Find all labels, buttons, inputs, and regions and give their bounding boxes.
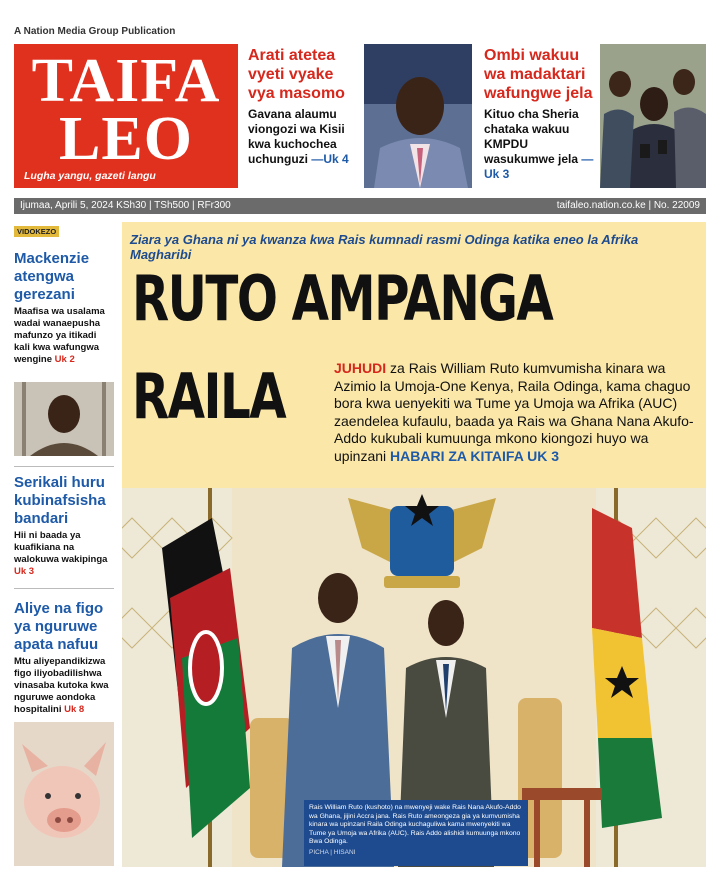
teaser-arati[interactable] [248,46,360,167]
teaser-madaktari[interactable] [484,46,596,182]
lead-word: JUHUDI [334,360,387,376]
lead-headline-line2[interactable]: RAILA [132,360,286,433]
sidebar-headline[interactable]: Mackenzie atengwa gerezani [14,250,90,303]
lead-headline-line1[interactable]: RUTO AMPANGA [132,262,553,335]
teaser-headline: Ombi wakuu wa madaktari wafungwe jela [484,47,593,102]
sidebar-headline[interactable]: Aliye na figo ya nguruwe apata nafuu [14,600,104,653]
sidebar-body: Mtu aliyepandikizwa figo iliyobadilishwa vinasaba kutoka kwa nguruwe aondoka hospitalini Uk 8 [14,656,109,715]
photo-credit: PICHA | HISANI [309,848,356,856]
divider [14,588,114,589]
sidebar-headline[interactable]: Serikali huru kubinafsisha bandari [14,474,106,527]
sidebar-photo-pig [14,722,114,866]
read-more-link[interactable]: HABARI ZA KITAIFA UK 3 [390,447,560,464]
photo-caption [304,800,528,866]
publisher-line: A Nation Media Group Publication [14,26,176,37]
sidebar-photo-mackenzie [14,382,114,456]
lead-body [334,360,702,465]
teaser-photo-kmpdu [600,44,706,188]
lead-kicker: Ziara ya Ghana ni ya kwanza kwa Rais kumnadi rasmi Odinga katika eneo la Afrika Magharibi [130,232,639,262]
issue-date-price: Ijumaa, Aprili 5, 2024 KSh30 | TSh500 | RFr300 [20,200,231,211]
website-issue-number[interactable]: taifaleo.nation.co.ke | No. 22009 [556,200,700,211]
teaser-headline: Arati atetea vyeti vyake vya masomo [248,47,345,102]
dateline-bar [14,198,706,214]
masthead-slogan: Lugha yangu, gazeti langu [24,170,156,182]
masthead-line2: LEO [59,105,193,173]
teaser-photo-arati [364,44,472,188]
masthead-line1: TAIFA [31,47,221,115]
caption-text: Rais William Ruto (kushoto) na mwenyeji wake Rais Nana Akufo-Addo wa Ghana, jijini Accra jana. Rais Ruto ameongeza gia ya kumvumisha kinara wa upinzani Raila Odinga kuchaguliwa kama mwenyekiti wa Tume ya Umoja wa Afrika (AUC). Rais Addo alishidi kumuunga mkono Bwa Odinga. [309,804,521,845]
sidebar-tag: VIDOKEZO [14,226,59,237]
sidebar-body: Hii ni baada ya kuafikiana na walokuwa wakipinga Uk 3 [14,530,108,577]
teaser-body: Gavana alaumu viongozi wa Kisii kwa kuchochea uchunguzi —Uk 4 [248,107,349,166]
lead-body-text: za Rais William Ruto kumvumisha kinara wa Azimio la Umoja-One Kenya, Raila Odinga, kama chaguo bora kwa uenyekiti wa Tume ya Umoja wa Afrika (AUC) zaendelea kufaulu, baada ya Rais wa Ghana Nana Akufo-Addo kukubali kumuunga mkono kiongozi huyo wa upinzani [334,360,694,464]
teaser-body: Kituo cha Sheria chataka wakuu KMPDU wasukumwe jela —Uk 3 [484,107,594,181]
divider [14,466,114,467]
sidebar-body: Maafisa wa usalama wadai wanaepusha mafunzo ya itikadi kali kwa wafungwa wengine Uk 2 [14,306,105,365]
masthead-logo[interactable] [14,44,238,188]
